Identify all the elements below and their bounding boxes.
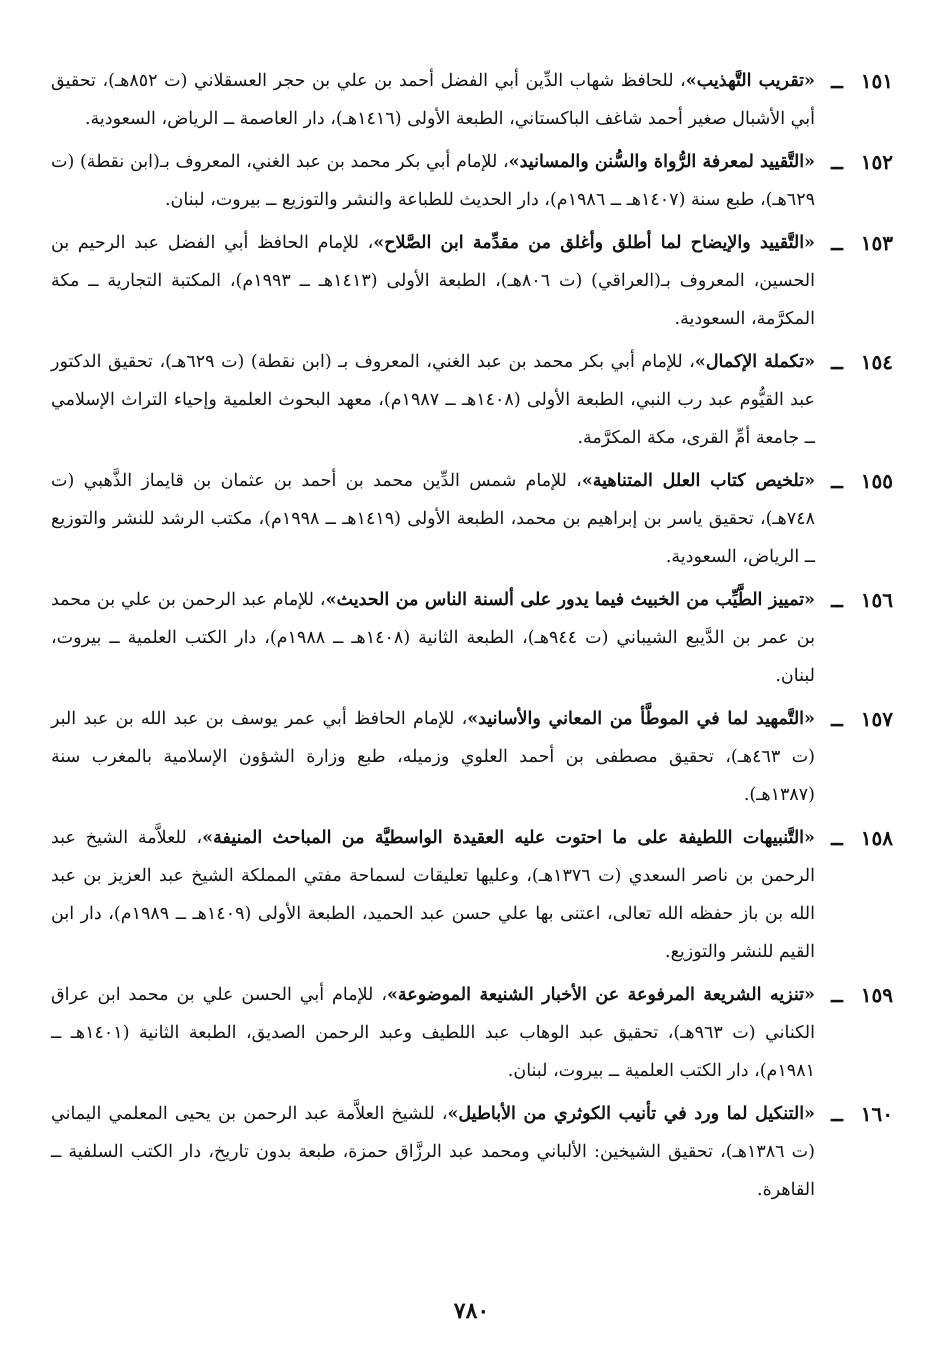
bibliography-entry <box>51 143 893 219</box>
entry-title: «التنكيل لما ورد في تأنيب الكوثري من الأباطيل» <box>447 1104 815 1124</box>
entry-marker <box>815 143 893 181</box>
entry-title: «تنزيه الشريعة المرفوعة عن الأخبار الشنيعة الموضوعة» <box>386 985 815 1005</box>
entry-title: «تلخيص كتاب العلل المتناهية» <box>581 471 815 491</box>
entry-details: ، للإمام شمس الدِّين محمد بن أحمد بن عثمان بن قايماز الذَّهبي (ت ٧٤٨هـ)، تحقيق ياسر بن إبراهيم بن محمد، الطبعة الأولى (١٤١٩هـ ــ ١٩٩٨م)، مكتب الرشد للنشر والتوزيع ــ الرياض، السعودية. <box>51 471 815 567</box>
entry-marker <box>815 819 893 857</box>
entry-marker <box>815 62 893 100</box>
entry-text <box>51 700 815 814</box>
entry-dash: ــ <box>831 983 843 1007</box>
entry-text <box>51 462 815 576</box>
entry-marker <box>815 462 893 500</box>
bibliography-entry <box>51 462 893 576</box>
entry-number: ١٥٣ <box>860 231 893 255</box>
entry-dash: ــ <box>831 707 843 731</box>
bibliography-entry <box>51 62 893 138</box>
bibliography-entry <box>51 976 893 1090</box>
entry-text <box>51 819 815 971</box>
entry-details: ، للعلاَّمة الشيخ عبد الرحمن بن ناصر السعدي (ت ١٣٧٦هـ)، وعليها تعليقات لسماحة مفتي المملكة الشيخ عبد العزيز بن عبد الله بن باز حفظه الله تعالى، اعتنى بها علي حسن عبد الحميد، الطبعة الأولى (١٤٠٩هـ ــ ١٩٨٩م)، دار ابن القيم للنشر والتوزيع. <box>51 828 815 962</box>
bibliography-entry <box>51 819 893 971</box>
entry-title: «تكملة الإكمال» <box>694 352 816 372</box>
entry-title: «التَّمهيد لما في الموطَّأ من المعاني والأسانيد» <box>467 709 815 729</box>
entry-number: ١٥٧ <box>860 707 893 731</box>
entry-dash: ــ <box>831 469 843 493</box>
entry-text <box>51 224 815 338</box>
entry-marker <box>815 343 893 381</box>
entry-dash: ــ <box>831 588 843 612</box>
entry-marker <box>815 976 893 1014</box>
entry-number: ١٥٦ <box>860 588 893 612</box>
entry-dash: ــ <box>831 150 843 174</box>
entry-marker <box>815 700 893 738</box>
entry-details: ، للإمام الحافظ أبي عمر يوسف بن عبد الله بن عبد البر (ت ٤٦٣هـ)، تحقيق مصطفى بن أحمد العلوي وزميله، طبع وزارة الشؤون الإسلامية بالمغرب سنة (١٣٨٧هـ). <box>51 709 815 805</box>
entry-title: «تقريب التَّهذيب» <box>685 71 815 91</box>
entry-number: ١٥٥ <box>860 469 893 493</box>
bibliography-entry <box>51 343 893 457</box>
entry-details: ، للشيخ العلاَّمة عبد الرحمن بن يحيى المعلمي اليماني (ت ١٣٨٦هـ)، تحقيق الشيخين: الألباني ومحمد عبد الرزَّاق حمزة، طبعة بدون تاريخ، دار الكتب السلفية ــ القاهرة. <box>51 1104 815 1200</box>
entry-number: ١٥٢ <box>860 150 893 174</box>
bibliography-entry <box>51 224 893 338</box>
entry-number: ١٥٩ <box>860 983 893 1007</box>
entry-text <box>51 62 815 138</box>
entry-title: «تمييز الطَّيِّب من الخبيث فيما يدور على ألسنة الناس من الحديث» <box>325 590 815 610</box>
entry-details: ، للإمام عبد الرحمن بن علي بن محمد بن عمر بن الدَّيبع الشيباني (ت ٩٤٤هـ)، الطبعة الثانية (١٤٠٨هـ ــ ١٩٨٨م)، دار الكتب العلمية ــ بيروت، لبنان. <box>51 590 815 686</box>
entry-details: ، للإمام أبي بكر محمد بن عبد الغني، المعروف بـ (ابن نقطة) (ت ٦٢٩هـ)، تحقيق الدكتور عبد القيُّوم عبد رب النبي، الطبعة الأولى (١٤٠٨هـ ــ ١٩٨٧م)، معهد البحوث العلمية وإحياء التراث الإسلامي ــ جامعة أمِّ القرى، مكة المكرَّمة. <box>51 352 815 448</box>
entry-details: ، للإمام أبي بكر محمد بن عبد الغني، المعروف بـ(ابن نقطة) (ت ٦٢٩هـ)، طبع سنة (١٤٠٧هـ ــ ١٩٨٦م)، دار الحديث للطباعة والنشر والتوزيع ــ بيروت، لبنان. <box>51 152 815 210</box>
entry-dash: ــ <box>831 69 843 93</box>
entry-number: ١٥١ <box>860 69 893 93</box>
bibliography-entry <box>51 700 893 814</box>
entry-details: ، للحافظ شهاب الدِّين أبي الفضل أحمد بن علي بن حجر العسقلاني (ت ٨٥٢هـ)، تحقيق أبي الأشبال صغير أحمد شاغف الباكستاني، الطبعة الأولى (١٤١٦هـ)، دار العاصمة ــ الرياض، السعودية. <box>51 71 815 129</box>
entry-text <box>51 976 815 1090</box>
entry-number: ١٥٨ <box>860 826 893 850</box>
entry-marker <box>815 224 893 262</box>
entry-details: ، للإمام الحافظ أبي الفضل عبد الرحيم بن الحسين، المعروف بـ(العراقي) (ت ٨٠٦هـ)، الطبعة الأولى (١٤١٣هـ ــ ١٩٩٣م)، المكتبة التجارية ــ مكة المكرَّمة، السعودية. <box>51 233 815 329</box>
entry-text <box>51 343 815 457</box>
entry-dash: ــ <box>831 826 843 850</box>
entry-text <box>51 143 815 219</box>
bibliography-page <box>51 62 893 1214</box>
entry-number: ١٦٠ <box>860 1102 893 1126</box>
entry-marker <box>815 1095 893 1133</box>
entry-dash: ــ <box>831 231 843 255</box>
bibliography-entry <box>51 581 893 695</box>
entry-number: ١٥٤ <box>860 350 893 374</box>
entry-dash: ــ <box>831 1102 843 1126</box>
page-number: ٧٨٠ <box>453 1298 490 1324</box>
entry-text <box>51 581 815 695</box>
entry-dash: ــ <box>831 350 843 374</box>
entry-title: «التَّنبيهات اللطيفة على ما احتوت عليه العقيدة الواسطيَّة من المباحث المنيفة» <box>202 828 815 848</box>
entry-text <box>51 1095 815 1209</box>
entry-title: «التَّقييد لمعرفة الرُّواة والسُّنن والمسانيد» <box>508 152 815 172</box>
entry-marker <box>815 581 893 619</box>
entry-details: ، للإمام أبي الحسن علي بن محمد ابن عراق الكناني (ت ٩٦٣هـ)، تحقيق عبد الوهاب عبد اللطيف وعبد الرحمن الصديق، الطبعة الثانية (١٤٠١هـ ــ ١٩٨١م)، دار الكتب العلمية ــ بيروت، لبنان. <box>51 985 816 1081</box>
entry-title: «التَّقييد والإيضاح لما أطلق وأغلق من مقدِّمة ابن الصَّلاح» <box>373 233 815 253</box>
bibliography-entry <box>51 1095 893 1209</box>
